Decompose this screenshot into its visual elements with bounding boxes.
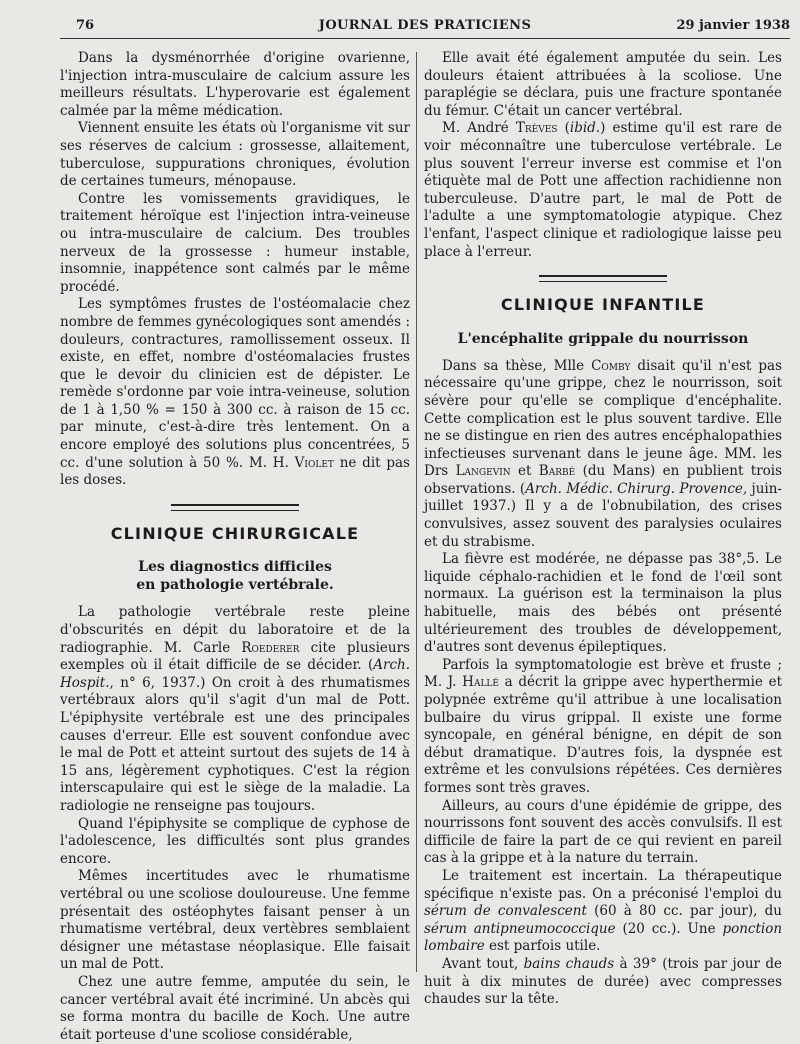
section-rule: [539, 275, 667, 282]
paragraph-text: Dans sa thèse, Mlle: [442, 357, 585, 374]
paragraph: M. André Trèves (ibid.) estime qu'il est rare de voir méconnaître une tuberculose vertébrale. Le plus souvent l'erreur inverse est commise et l'on étiquète mal de Pott une affection rachidienne non tuberculeuse. D'autre part, le mal de Pott de l'adulte a une symptomatologie atypique. Chez l'enfant, l'aspect clinique et radiologique laisse peu place à l'erreur.: [424, 120, 783, 260]
paragraph: [424, 657, 782, 798]
paragraph-text: Les symptômes frustes de l'ostéomalacie chez nombre de femmes gynécologiques sont amendés : douleurs, contractures, ramollissement osseux. Il existe, en effet, nombre d'ostéomalacies frustes que le devoir du clinicien est de dépister. Le remède s'ordonne par voie intra-veineuse, solution de 1 à 1,50 % = 150 à 300 cc. à raison de 15 cc. par minute, c'est-à-dire très lentement. On a encore employé des solutions plus concentrées, 5 cc. d'une solution à 50 %. M. H.: [60, 296, 410, 471]
article-title-line: Les diagnostics difficiles: [138, 559, 332, 576]
page-header: [60, 14, 790, 40]
paragraph-text: Parfois la symptomatologie est brève et fruste ; M. J.: [424, 656, 782, 691]
issue-date: 29 janvier 1938: [676, 18, 790, 33]
author-name: Comby: [591, 357, 631, 374]
article-title: [60, 558, 410, 594]
paragraph-text: M. André: [442, 120, 509, 137]
paragraph-text: à 39° (trois par jour de huit à dix minutes de durée) avec compresses chaudes sur la tête.: [424, 955, 782, 1008]
article-title-line: en pathologie vertébrale.: [136, 577, 334, 594]
paragraph-text: (du Mans) en publient trois observations. (: [424, 463, 783, 497]
paragraph: Mêmes incertitudes avec le rhumatisme vertébral ou une scoliose douloureuse. Une femme présentait des ostéophytes faisant penser à un rhumatisme vertébral, deux vertèbres semblaient désigner une métastase néoplasique. Elle faisait un mal de Pott.: [60, 868, 410, 973]
paragraph: Elle avait été également amputée du sein. Les douleurs étaient attribuées à la scoliose. Une paraplégie se déclara, puis une fracture spontanée du fémur. C'était un cancer vertébral.: [424, 50, 782, 119]
emphasis: ponction lombaire: [424, 920, 783, 955]
emphasis: sérum de convalescent: [424, 903, 587, 920]
paragraph: Viennent ensuite les états où l'organisme vit sur ses réserves de calcium : grossesse, allaitement, tuberculose, suppurations chroniques, évolution de certaines tumeurs, ménopause.: [60, 120, 410, 190]
paragraph: [424, 868, 782, 956]
paragraph-text: , n° 6, 1937.) On croit à des rhumatismes vertébraux alors qu'il s'agit d'un mal de Pott. L'épiphysite vertébrale est une des principales causes d'erreur. Elle est souvent confondue avec le mal de Pott et atteint surtout des sujets de 14 à 15 ans, légèrement cyphotiques. C'est la région interscapulaire qui est le siège de la maladie. La radiologie ne renseigne pas toujours.: [60, 674, 410, 814]
paragraph: Contre les vomissements gravidiques, le traitement héroïque est l'injection intra-veineuse ou intra-musculaire de calcium. Des troubles nerveux de la grossesse : humeur instable, insomnie, inappétence sont calmés par le même procédé.: [60, 190, 410, 295]
left-column: [60, 50, 410, 1043]
paragraph-text: a décrit la grippe avec hyperthermie et polypnée extrême qu'il attribue à une localisation bulbaire du virus grippal. Il existe une forme syncopale, en général bénigne, en dépit de son début dramatique. D'autres fois, la dyspnée est extrême et les convulsions répétées. Ces dernières formes sont très graves.: [424, 674, 783, 796]
header-rule: [60, 38, 790, 39]
paragraph-text: et: [518, 463, 532, 480]
column-divider: [416, 52, 417, 972]
paragraph-text: ne dit pas les doses.: [60, 454, 410, 489]
paragraph-text: est parfois utile.: [489, 938, 601, 955]
paragraph-text: juin-juillet 1937.) Il y a de l'obnubilation, des crises convulsives, assez souvent des paralysies oculaires et du strabisme.: [424, 480, 782, 550]
paragraph-text: Le traitement est incertain. La thérapeutique spécifique n'existe pas. On a préconisé l'emploi du: [424, 867, 782, 902]
article-title: L'encéphalite grippale du nourrisson: [457, 330, 749, 347]
paragraph-text: (20 cc.). Une: [622, 920, 716, 937]
paragraph: [424, 956, 782, 1009]
paragraph-text: disait qu'il n'est pas nécessaire qu'une grippe, chez le nourrisson, soit sévère pour qu'elle se complique d'encéphalite. Cette complication est le plus souvent tardive. Elle ne se distingue en rien des autres encéphalopathies infectieuses survenant dans le jeune âge. MM. les Drs: [424, 357, 782, 480]
paragraph-text: cite plusieurs exemples où il était difficile de se décider. (: [60, 639, 410, 674]
section-rule: [171, 504, 299, 511]
paragraph: Quand l'épiphysite se complique de cyphose de l'adolescence, les difficultés sont plus grandes encore.: [60, 815, 410, 867]
paragraph: Dans la dysménorrhée d'origine ovarienne, l'injection intra-musculaire de calcium assure les meilleurs résultats. L'hyperovarie est également calmée par la même médication.: [60, 50, 410, 119]
journal-title: JOURNAL DES PRATICIENS: [318, 18, 532, 33]
reference: Arch. Hospit.: [60, 657, 410, 691]
author-name: Barbé: [538, 463, 576, 480]
author-name: Violet: [294, 454, 334, 471]
author-name: Langevin: [455, 463, 511, 480]
paragraph: [60, 604, 410, 815]
paragraph: [60, 296, 410, 490]
author-name: Trèves: [515, 120, 558, 137]
paragraph-text: La pathologie vertébrale reste pleine d'obscurités en dépit du laboratoire et de la radiographie. M. Carle: [60, 604, 410, 656]
author-name: Hallé: [462, 674, 499, 691]
paragraph: [424, 358, 782, 552]
section-title: CLINIQUE CHIRURGICALE: [110, 523, 360, 543]
page-number: 76: [76, 18, 95, 33]
paragraph: Ailleurs, au cours d'une épidémie de grippe, des nourrissons font souvent des accès convulsifs. Il est difficile de faire la part de ce qui revient en pareil cas à la grippe et à la nature du terrain.: [424, 797, 782, 867]
author-name: Roederer: [241, 639, 300, 656]
emphasis: bains chauds: [523, 955, 615, 972]
section-title: CLINIQUE INFANTILE: [500, 295, 706, 315]
reference: Arch. Médic. Chirurg. Provence,: [525, 480, 748, 497]
paragraph: Chez une autre femme, amputée du sein, le cancer vertébral avait été incriminé. Un abcès qui se forma montra du bacille de Koch. Une autre était porteuse d'une scoliose considérable,: [60, 973, 410, 1043]
emphasis: sérum antipneumococcique: [424, 920, 616, 937]
paragraph-text: estime qu'il est rare de voir méconnaître une tuberculose vertébrale. Le plus souvent l'erreur inverse est commise et l'on étiquète mal de Pott une affection rachidienne non tuberculeuse. D'autre part, le mal de Pott de l'adulte a une symptomatologie atypique. Chez l'enfant, l'aspect clinique et radiologique laisse peu place à l'erreur.: [424, 120, 783, 260]
paragraph-text: Avant tout,: [442, 955, 519, 972]
paragraph: La fièvre est modérée, ne dépasse pas 38°,5. Le liquide céphalo-rachidien et le fond de l'œil sont normaux. La guérison est la terminaison la plus habituelle, mais des bébés ont présenté ultérieurement des troubles de développement, d'autres sont devenus épileptiques.: [424, 551, 782, 656]
right-column: [424, 50, 782, 1034]
paragraph-text: (60 à 80 cc. par jour), du: [594, 903, 782, 920]
reference: ibid.: [569, 120, 601, 137]
